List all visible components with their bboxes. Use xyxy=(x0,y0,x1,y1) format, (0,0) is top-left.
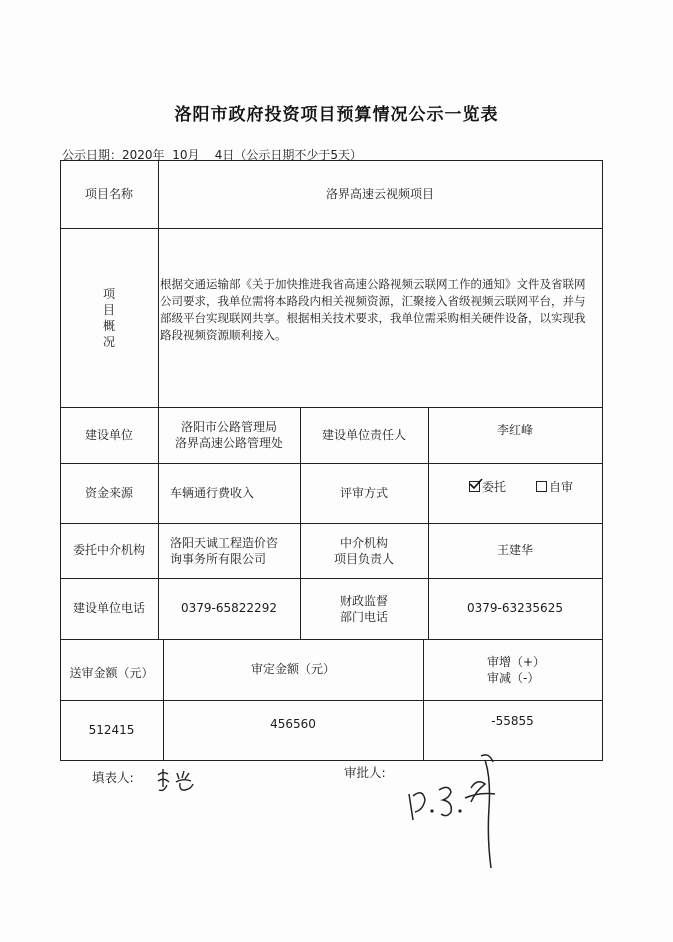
agency-head-label-line: 项目负责人 xyxy=(333,551,394,566)
checkbox-checked-icon xyxy=(469,481,480,492)
agency-head-label-line: 中介机构 xyxy=(339,535,388,550)
finance-dept-label-line: 财政监督 xyxy=(339,593,388,608)
construction-unit-line: 洛阳市公路管理局 xyxy=(180,420,277,434)
construction-unit-value xyxy=(158,407,300,463)
decrease-label: 审减（-） xyxy=(487,670,540,685)
increase-label: 审增（+） xyxy=(487,654,546,669)
publish-month: 10月 xyxy=(172,148,200,162)
phone-value: 0379-65822292 xyxy=(181,601,277,615)
review-option-self xyxy=(536,479,573,496)
difference-value: -55855 xyxy=(491,713,534,728)
finance-dept-phone: 0379-63235625 xyxy=(467,601,563,615)
finance-dept-label xyxy=(300,578,428,639)
agency-head-value: 王建华 xyxy=(496,543,533,557)
agency-value xyxy=(158,523,300,578)
project-name-value: 洛界高速云视频项目 xyxy=(325,186,434,201)
review-option-entrusted-label: 委托 xyxy=(481,479,506,494)
submitted-amount-label: 送审金额（元） xyxy=(69,665,154,680)
finance-dept-label-line: 部门电话 xyxy=(339,609,388,624)
review-option-entrusted xyxy=(469,479,506,496)
approver-signature xyxy=(405,748,515,873)
grid-line xyxy=(602,160,603,760)
approved-amount-value: 456560 xyxy=(270,716,316,731)
publish-day: 4日 xyxy=(214,148,235,162)
funding-source-label: 资金来源 xyxy=(84,485,133,500)
submitted-amount-value: 512415 xyxy=(88,722,135,737)
project-name-label: 项目名称 xyxy=(84,186,133,201)
overview-label-char: 项 xyxy=(102,286,115,301)
filler-label: 填表人: xyxy=(92,770,134,785)
approved-amount-label: 审定金额（元） xyxy=(250,662,335,676)
approver-label: 审批人: xyxy=(344,765,386,780)
checkbox-empty-icon xyxy=(536,481,547,492)
review-option-self-label: 自审 xyxy=(548,479,573,494)
phone-label: 建设单位电话 xyxy=(72,601,145,615)
agency-label: 委托中介机构 xyxy=(72,543,145,557)
publish-date-label: 公示日期： xyxy=(62,148,123,162)
construction-unit-line: 洛界高速公路管理处 xyxy=(174,436,283,450)
filler-signature xyxy=(155,765,203,795)
overview-label-char: 况 xyxy=(102,334,115,349)
publish-year: 2020年 xyxy=(122,148,165,162)
construction-unit-label: 建设单位 xyxy=(84,427,133,442)
publish-note: （公示日期不少于5天） xyxy=(234,148,363,162)
overview-label xyxy=(60,228,158,407)
document-title: 洛阳市政府投资项目预算情况公示一览表 xyxy=(174,105,499,125)
overview-label-char: 概 xyxy=(102,318,115,333)
agency-line: 询事务所有限公司 xyxy=(170,551,267,566)
responsible-person-value: 李红峰 xyxy=(496,422,533,437)
overview-label-char: 目 xyxy=(102,302,115,317)
review-method-options xyxy=(428,463,602,511)
difference-label xyxy=(423,639,602,700)
agency-line: 洛阳天诚工程造价咨 xyxy=(170,535,279,550)
overview-text: 根据交通运输部《关于加快推进我省高速公路视频云联网工作的通知》文件及省联网公司要求，我单位需将本路段内相关视频资源，汇聚接入省级视频云联网平台，并与部级平台实现联网共享。根据相关技术要求，我单位需采购相关硬件设备，以实现我路段视频资源顺利接入。 xyxy=(160,277,586,342)
review-method-label: 评审方式 xyxy=(339,485,388,500)
funding-source-value: 车辆通行费收入 xyxy=(170,485,255,500)
agency-head-label xyxy=(300,523,428,578)
responsible-person-label: 建设单位责任人 xyxy=(321,427,406,442)
grid-line xyxy=(60,760,603,761)
